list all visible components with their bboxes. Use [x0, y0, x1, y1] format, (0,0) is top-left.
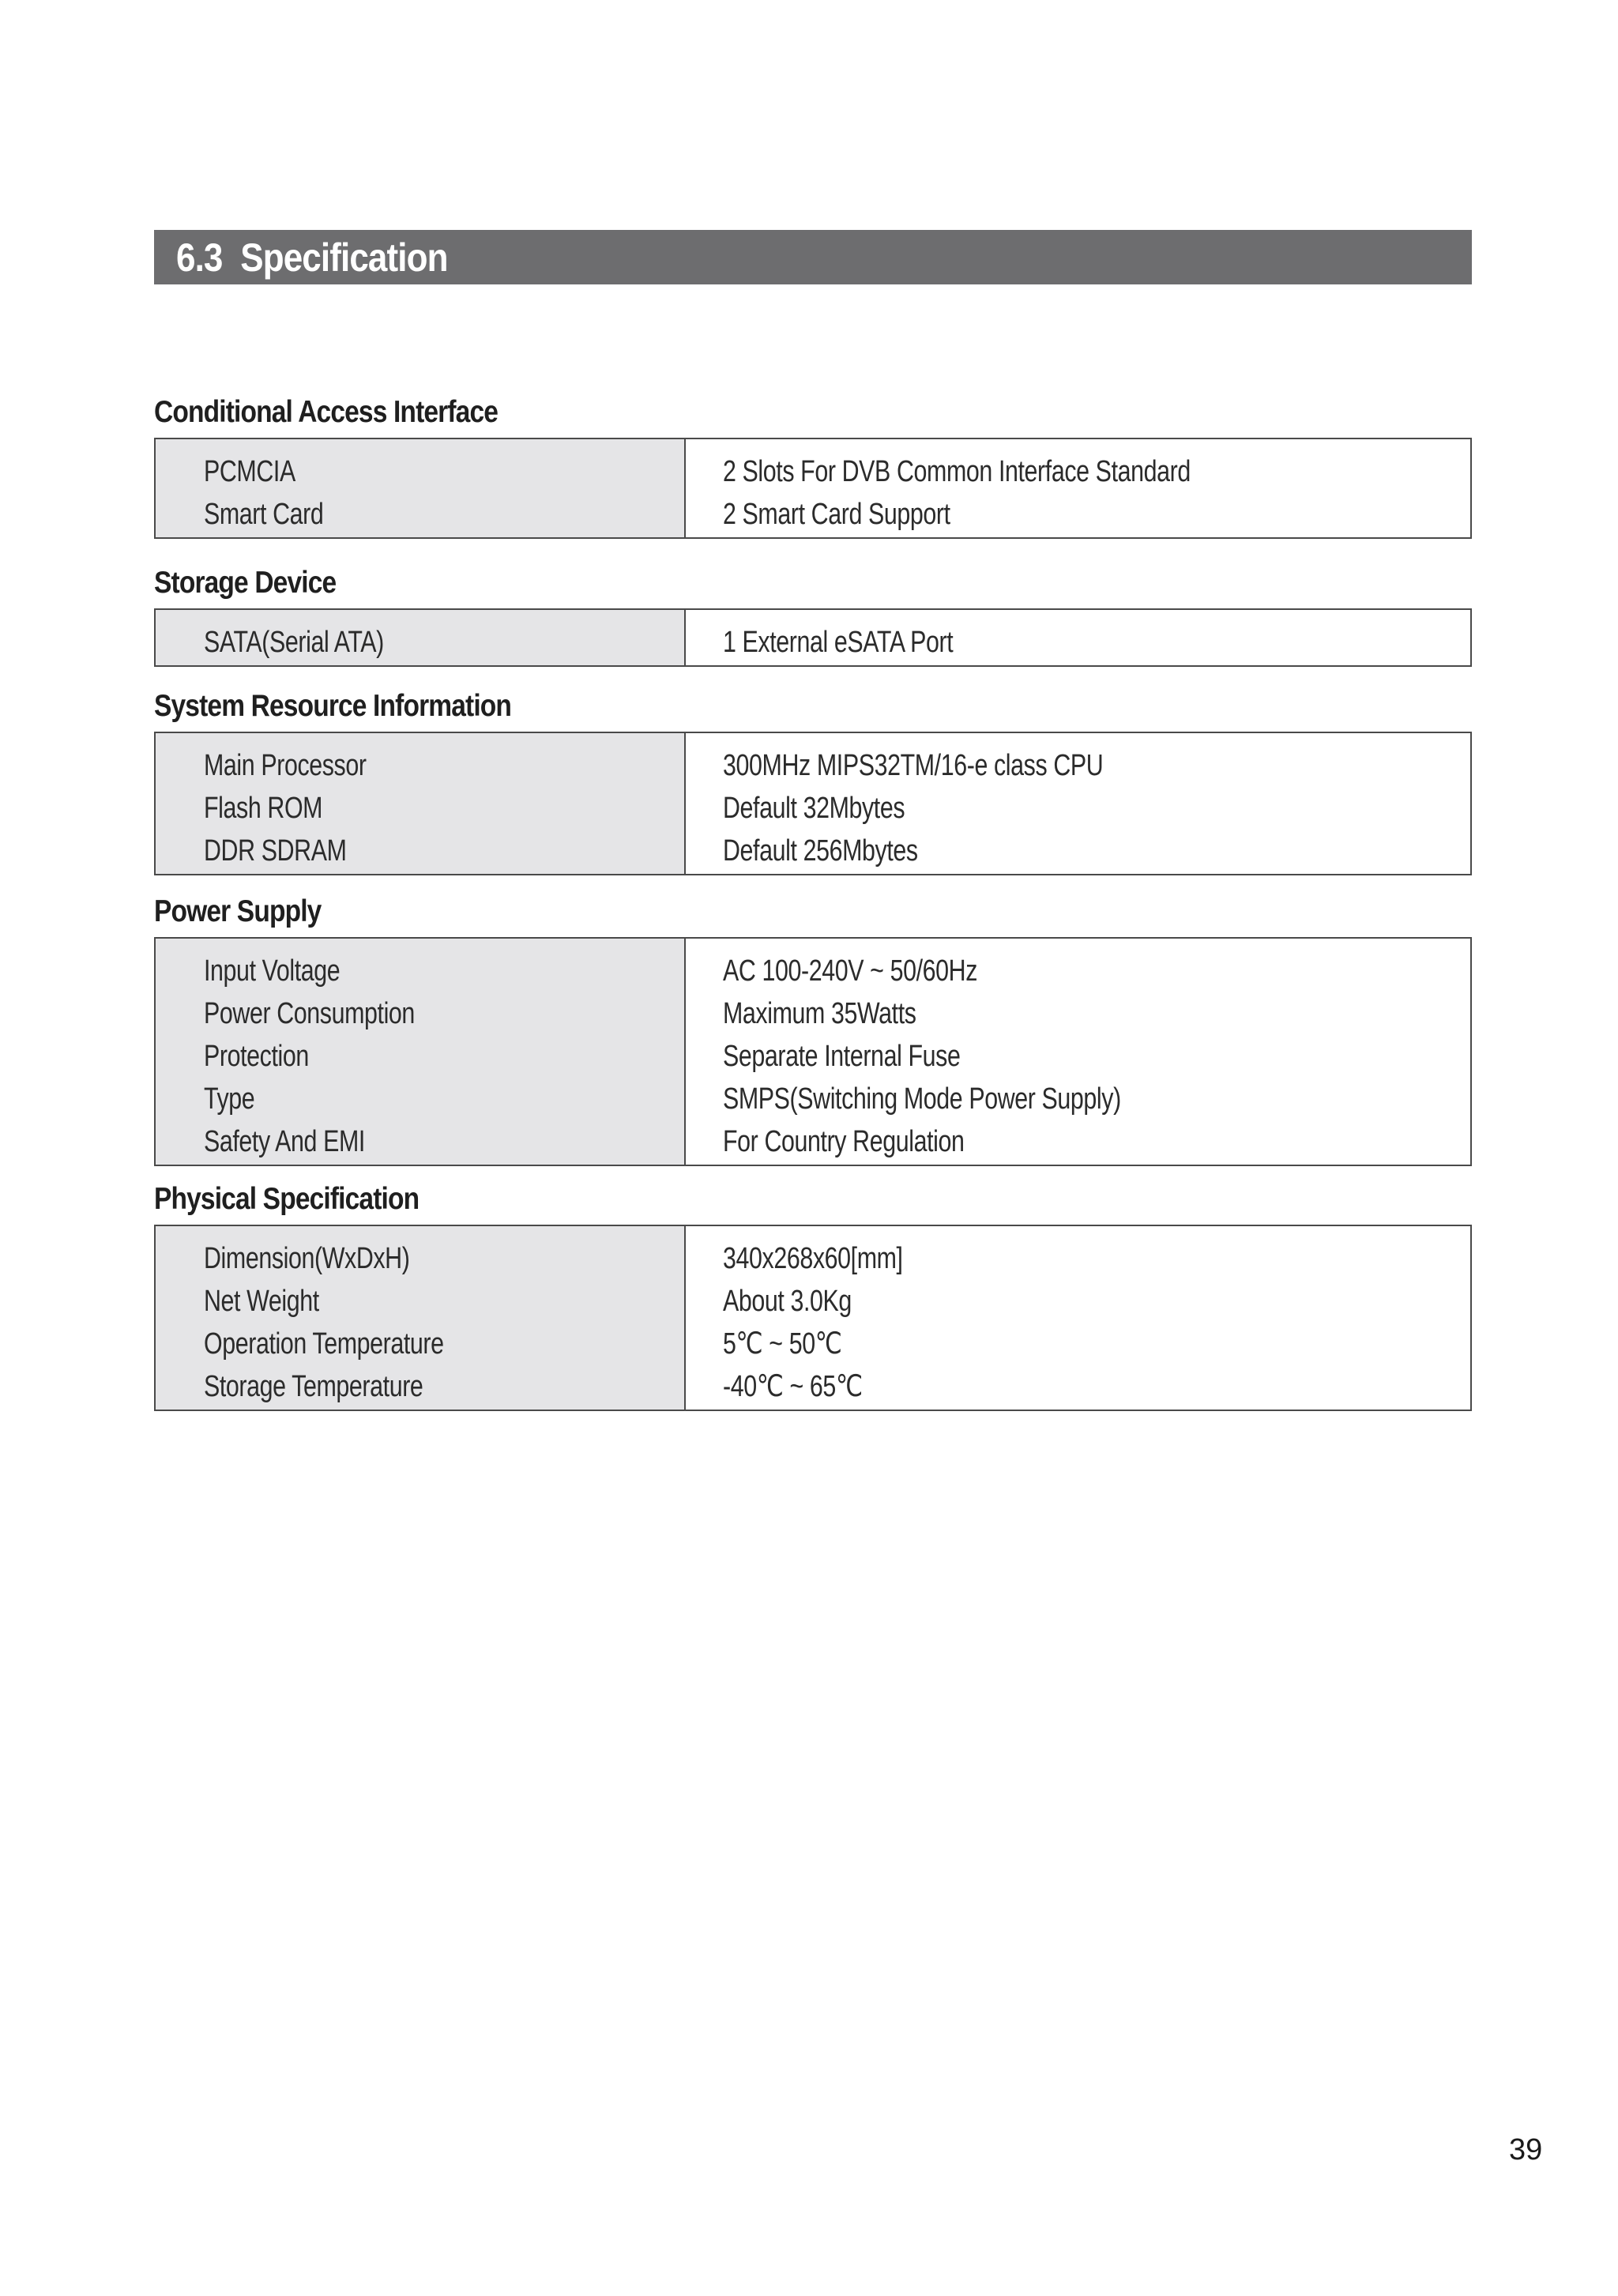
spec-value-column	[686, 733, 1470, 874]
spec-value: About 3.0Kg	[723, 1285, 852, 1318]
spec-value: For Country Regulation	[723, 1125, 965, 1158]
spec-label: DDR SDRAM	[204, 834, 347, 868]
spec-table-conditional-access	[154, 438, 1472, 539]
spec-value: 2 Slots For DVB Common Interface Standard	[723, 455, 1191, 488]
spec-label: Net Weight	[204, 1285, 319, 1318]
spec-value: -40℃ ~ 65℃	[723, 1370, 863, 1403]
group-heading-system-resource: System Resource Information	[154, 689, 512, 723]
spec-label-column	[156, 610, 686, 665]
spec-label: Safety And EMI	[204, 1125, 365, 1158]
spec-value: 300MHz MIPS32TM/16-e class CPU	[723, 749, 1104, 782]
spec-label: Flash ROM	[204, 792, 323, 825]
spec-label-column	[156, 733, 686, 874]
spec-label: Power Consumption	[204, 997, 415, 1030]
spec-label: Type	[204, 1082, 255, 1116]
section-number: 6.3	[176, 235, 223, 280]
spec-label: SATA(Serial ATA)	[204, 626, 384, 659]
group-heading-conditional-access: Conditional Access Interface	[154, 395, 499, 429]
spec-value-column	[686, 1226, 1470, 1410]
spec-label: Main Processor	[204, 749, 367, 782]
group-heading-power-supply: Power Supply	[154, 894, 322, 928]
spec-label: Dimension(WxDxH)	[204, 1242, 410, 1275]
spec-label: PCMCIA	[204, 455, 295, 488]
spec-value: Default 256Mbytes	[723, 834, 918, 868]
spec-value: Separate Internal Fuse	[723, 1040, 961, 1073]
page-number: 39	[1509, 2133, 1543, 2166]
spec-table-system-resource	[154, 732, 1472, 875]
spec-value: SMPS(Switching Mode Power Supply)	[723, 1082, 1121, 1116]
spec-label: Protection	[204, 1040, 309, 1073]
spec-label-column	[156, 939, 686, 1165]
spec-value-column	[686, 439, 1470, 537]
spec-label: Storage Temperature	[204, 1370, 423, 1403]
section-title-bar	[154, 230, 1472, 284]
spec-value: Maximum 35Watts	[723, 997, 916, 1030]
spec-label-column	[156, 1226, 686, 1410]
spec-value: 340x268x60[mm]	[723, 1242, 903, 1275]
spec-value-column	[686, 610, 1470, 665]
spec-value: AC 100-240V ~ 50/60Hz	[723, 954, 977, 988]
group-heading-storage-device: Storage Device	[154, 566, 337, 600]
spec-value: 5℃ ~ 50℃	[723, 1327, 842, 1361]
spec-value: 2 Smart Card Support	[723, 498, 950, 531]
spec-value-column	[686, 939, 1470, 1165]
section-title-text: Specification	[240, 235, 448, 280]
spec-label: Input Voltage	[204, 954, 341, 988]
group-heading-physical-specification: Physical Specification	[154, 1182, 420, 1216]
spec-label: Operation Temperature	[204, 1327, 444, 1361]
spec-value: 1 External eSATA Port	[723, 626, 954, 659]
spec-table-storage-device	[154, 608, 1472, 667]
spec-table-power-supply	[154, 937, 1472, 1166]
spec-label-column	[156, 439, 686, 537]
section-title	[176, 235, 448, 280]
spec-table-physical-specification	[154, 1225, 1472, 1411]
spec-label: Smart Card	[204, 498, 324, 531]
spec-value: Default 32Mbytes	[723, 792, 905, 825]
